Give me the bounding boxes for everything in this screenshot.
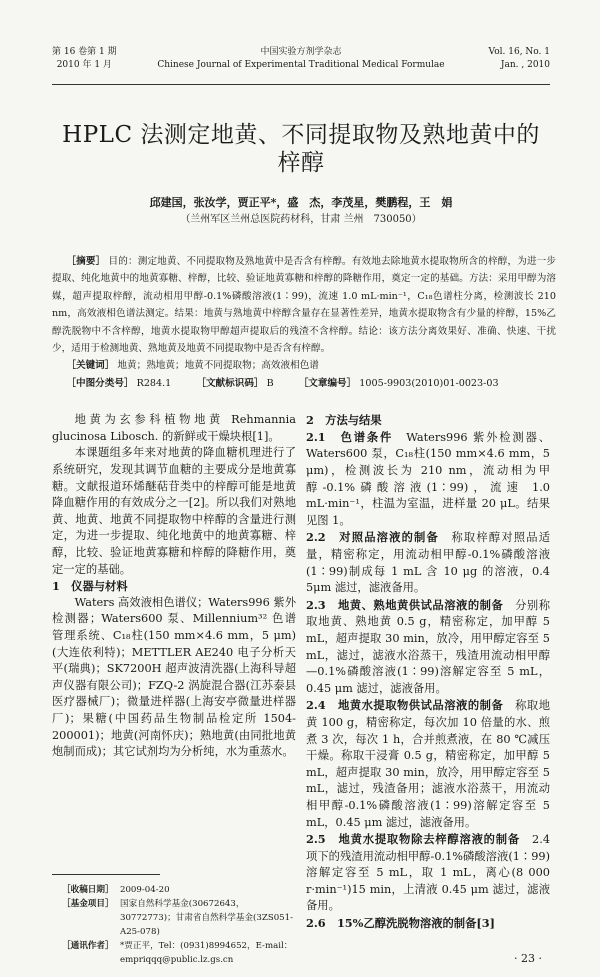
journal-name-cn: 中国实验方剂学杂志	[260, 47, 342, 57]
footnote-received	[62, 883, 296, 897]
section-2-heading: 2 方法与结果	[306, 413, 382, 428]
subsection-heading: 2.5 地黄水提取物除去梓醇溶液的制备	[306, 832, 520, 847]
running-header	[52, 46, 550, 85]
subsection-2-6	[306, 915, 550, 933]
header-left	[52, 46, 117, 72]
classification-line	[52, 375, 556, 392]
subsection-text: 称取梓醇对照品适量，精密称定，用流动相甲醇-0.1%磷酸溶液(1∶99)制成每 1 mL 含 10 μg 的溶液，0.4 5μm 滤过，滤液备用。	[306, 531, 550, 595]
header-center	[142, 46, 460, 72]
subsection-2-4	[306, 697, 550, 831]
doc-code	[196, 375, 273, 392]
footnote-label: ［基金项目］	[62, 898, 114, 909]
article-no-label: ［文章编号］	[298, 377, 357, 389]
footnote-text: *贾正平，Tel：(0931)8994652，E-mail：empriqqq@public.lz.gs.cn	[120, 940, 293, 965]
footnote-label: ［收稿日期］	[62, 884, 114, 895]
subsection-heading: 2.1 色谱条件	[306, 429, 394, 444]
affiliation: （兰州军区兰州总医院药材科，甘肃 兰州 730050）	[180, 214, 422, 225]
subsection-heading: 2.2 对照品溶液的制备	[306, 530, 439, 545]
column-spacer	[306, 933, 550, 945]
paper-title: HPLC 法测定地黄、不同提取物及熟地黄中的梓醇	[62, 122, 540, 176]
subsection-2-2	[306, 529, 550, 596]
footnote-funding	[62, 897, 296, 939]
volume-issue-en: Vol. 16, No. 1	[488, 47, 550, 57]
footnote-text: 国家自然科学基金(30672643，30772773)；甘肃省自然科学基金(3ZS051-A25-078)	[120, 898, 294, 937]
date-en: Jan. , 2010	[500, 60, 550, 70]
left-column	[52, 412, 296, 966]
abstract-text: 目的：测定地黄、不同提取物及熟地黄中是否含有梓醇。有效地去除地黄水提取物所含的梓醇，为进一步提取、纯化地黄中的地黄寡糖、梓醇，比较、验证地黄寡糖和梓醇的降糖作用，奠定一定的基础。方法：采用甲醇为溶媒，超声提取梓醇，流动相用甲醇-0.1%磷酸溶液(1∶99)，流速 1.0 mL·min⁻¹，C₁₈色谱柱分离，检测波长 210 nm，高效液相色谱法测定。结果：地黄与熟地黄中梓醇含量存在显著性差异，地黄水提取物含有少量的梓醇，15%乙醇洗脱物中不含梓醇，地黄水提取物甲醇超声提取后的残渣不含梓醇。结论：该方法分离效果好、准确、快速、干扰少，适用于检测地黄、熟地黄及地黄不同提取物中是否含有梓醇。	[52, 256, 556, 355]
journal-name-en: Chinese Journal of Experimental Traditional Medical Formulae	[157, 60, 445, 70]
subsection-text: 称取地黄 100 g，精密称定，每次加 10 倍量的水、煎煮 3 次，每次 1 h，合并煎煮液，在 80 ℃减压干燥。称取干浸膏 0.5 g，精密称定，加甲醇 5 mL，超声提取 30 min，放冷，用甲醇定容至 5 mL，滤过，残渣备用；滤液水浴蒸干，用流动相甲醇-0.1%磷酸溶液(1∶99)溶解定容至 5 mL，0.45 μm 滤过，滤液备用。	[306, 699, 550, 829]
article-no	[299, 375, 499, 392]
author-list: 邱建国，张汝学，贾正平*，盛 杰，李茂星，樊鹏程，王 娟	[149, 196, 453, 209]
abstract-block	[52, 253, 556, 392]
clc	[66, 375, 171, 392]
footnote-divider	[52, 874, 160, 875]
header-right	[489, 46, 550, 72]
subsection-text: 2.4 项下的残渣用流动相甲醇-0.1%磷酸溶液(1∶99)溶解定容至 5 mL，取 1 mL，离心(8 000 r·min⁻¹)15 min，上清液 0.45 μm 滤过，滤液备用。	[306, 833, 551, 913]
footnote-corresponding	[62, 939, 296, 967]
clc-label: ［中图分类号］	[66, 377, 134, 389]
subsection-heading: 2.6 15%乙醇洗脱物溶液的制备[3]	[306, 916, 495, 931]
abstract-label: ［摘要］	[66, 256, 106, 267]
intro-paragraph-2: 本课题组多年来对地黄的降血糖机理进行了系统研究，发现其调节血糖的主要成分是地黄寡糖。文献报道环烯醚萜苷类中的梓醇可能是地黄降血糖作用的有效成分之一[2]。所以我们对熟地黄、地黄、地黄不同提取物中梓醇的含量进行测定，为进一步提取、纯化地黄中的地黄寡糖、梓醇，比较、验证地黄寡糖和梓醇的降糖作用，奠定一定的基础。	[52, 446, 296, 576]
abstract	[52, 253, 556, 357]
subsection-heading: 2.3 地黄、熟地黄供试品溶液的制备	[306, 597, 504, 612]
subsection-text: Waters996 紫外检测器、Waters600 泵，C₁₈柱(150 mm×4.6 mm，5 μm)，检测波长为 210 nm，流动相为甲醇-0.1%磷酸溶液(1∶99)，流速 1.0 mL·min⁻¹，柱温为室温，进样量 20 μL。结果见图 1。	[306, 430, 550, 527]
subsection-2-1	[306, 429, 550, 530]
date-cn: 2010 年 1 月	[56, 60, 112, 70]
subsection-2-3	[306, 597, 550, 698]
page-number: · 23 ·	[514, 951, 542, 965]
section-1-heading: 1 仪器与材料	[52, 579, 128, 594]
intro-paragraph-1: 地黄为玄参科植物地黄 Rehmannia glucinosa Libosch. 的新鲜或干燥块根[1]。	[52, 413, 296, 443]
footnote-text: 2009-04-20	[120, 884, 170, 895]
keywords	[52, 357, 556, 374]
doc-code-value: B	[263, 377, 274, 389]
subsection-text: 分别称取地黄、熟地黄 0.5 g，精密称定，加甲醇 5 mL，超声提取 30 min，放冷，用甲醇定容至 5 mL，滤过，滤液水浴蒸干，残渣用流动相甲醇—0.1%磷酸溶液(1∶99)溶解定容至 5 mL，0.45 μm 滤过，滤液备用。	[306, 598, 550, 695]
section-1-text: Waters 高效液相色谱仪；Waters996 紫外检测器；Waters600 泵、Millennium³² 色谱管理系统、C₁₈柱(150 mm×4.6 mm，5 μm)(大连依利特)；METTLER AE240 电子分析天平(瑞典)；SK7200H 超声波清洗器(上海科导超声仪器有限公司)；FZQ-2 涡旋混合器(江苏泰县医疗器械厂)；微量进样器(上海安亭微量进样器厂)；果糖(中国药品生物制品检定所 1504-200001)；地黄(河南怀庆)；熟地黄(由同批地黄炮制而成)；其它试剂均为分析纯，水为重蒸水。	[52, 595, 296, 759]
keywords-label: ［关键词］	[66, 360, 115, 372]
keywords-text: 地黄；熟地黄；地黄不同提取物；高效液相色谱	[114, 360, 319, 372]
body-columns	[52, 412, 550, 966]
footnotes	[52, 883, 296, 967]
volume-issue-cn: 第 16 卷第 1 期	[52, 47, 117, 57]
right-column	[306, 412, 550, 966]
article-no-value: 1005-9903(2010)01-0023-03	[356, 377, 499, 389]
subsection-2-5	[306, 831, 550, 915]
clc-value: R284.1	[133, 377, 172, 389]
column-spacer	[52, 761, 296, 874]
subsection-heading: 2.4 地黄水提取物供试品溶液的制备	[306, 698, 504, 713]
footnote-label: ［通讯作者］	[62, 940, 114, 951]
doc-code-label: ［文献标识码］	[196, 377, 264, 389]
